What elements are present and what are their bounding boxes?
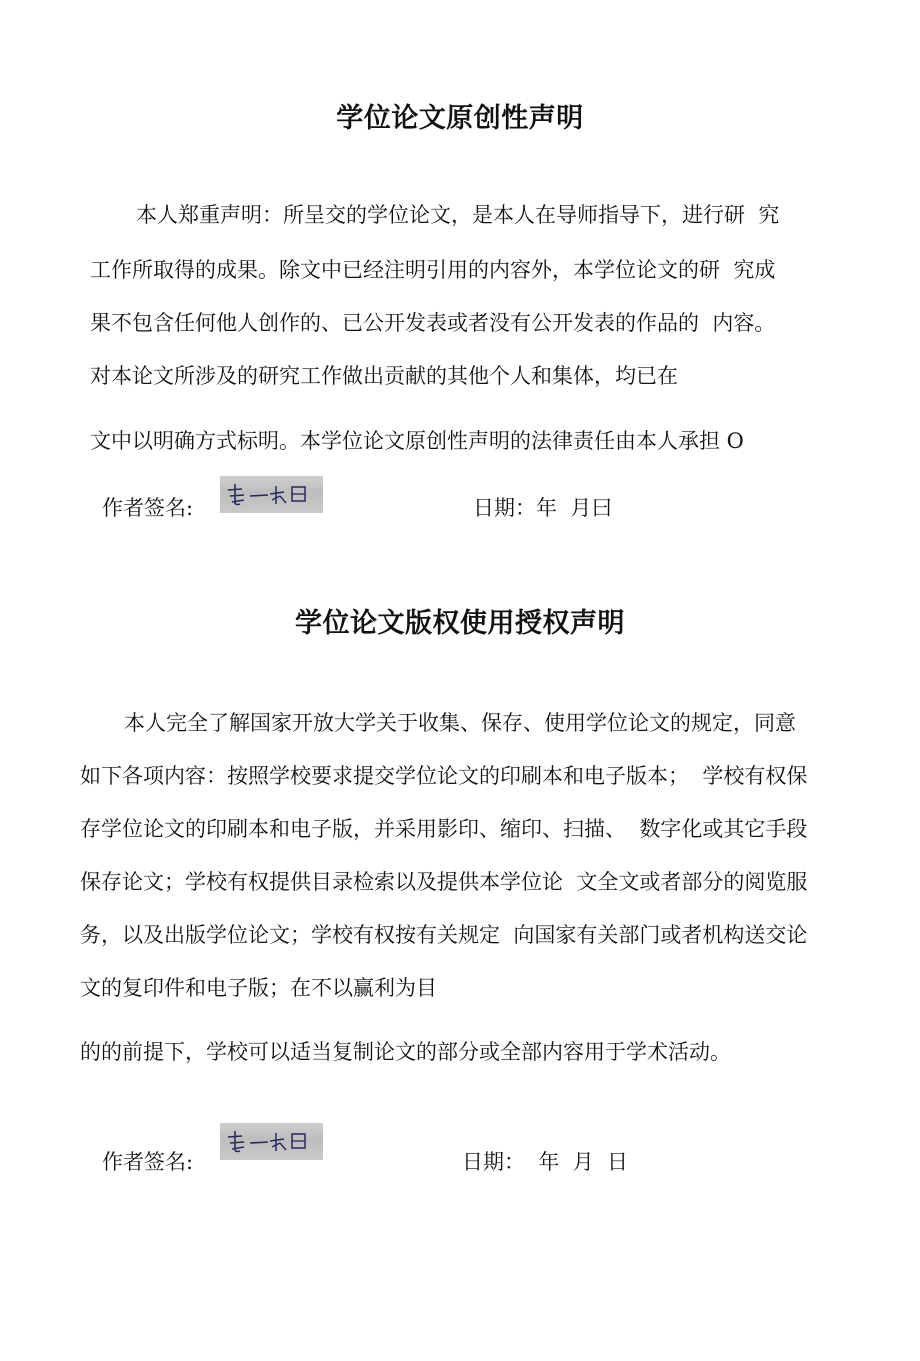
authorization-line-2: 如下各项内容：按照学校要求提交学位论文的印刷本和电子版本； 学校有权保 (80, 764, 808, 788)
signature-image (220, 476, 323, 513)
declaration-title: 学位论文原创性声明 (336, 103, 584, 134)
authorization-line-7: 的的前提下，学校可以适当复制论文的部分或全部内容用于学术活动。 (80, 1040, 731, 1064)
declaration-line-1: 本人郑重声明：所呈交的学位论文，是本人在导师指导下，进行研 究 (136, 203, 780, 227)
declaration-line-4: 对本论文所涉及的研究工作做出贡献的其他个人和集体，均已在 (90, 364, 678, 388)
signature-label: 作者签名: (102, 1150, 194, 1174)
authorization-line-5: 务，以及出版学位论文；学校有权按有关规定 向国家有关部门或者机构送交论 (80, 923, 808, 947)
declaration-line-5: 文中以明确方式标明。本学位论文原创性声明的法律责任由本人承担 O (90, 429, 744, 453)
authorization-line-3: 存学位论文的印刷本和电子版，并采用影印、缩印、扫描、 数字化或其它手段 (80, 817, 808, 841)
date-label: 日期：年 月曰 (473, 496, 613, 520)
date-label: 日期： 年 月 日 (462, 1150, 629, 1174)
declaration-line-2: 工作所取得的成果。除文中已经注明引用的内容外，本学位论文的研 究成 (90, 258, 776, 282)
authorization-line-1: 本人完全了解国家开放大学关于收集、保存、使用学位论文的规定，同意 (124, 711, 796, 735)
authorization-line-4: 保存论文；学校有权提供目录检索以及提供本学位论 文全文或者部分的阅览服 (80, 870, 808, 894)
handwritten-signature-icon (220, 1123, 323, 1160)
signature-label: 作者签名: (102, 496, 194, 520)
handwritten-signature-icon (220, 476, 323, 513)
authorization-title: 学位论文版权使用授权声明 (295, 608, 625, 639)
signature-image (220, 1123, 323, 1160)
authorization-line-6: 文的复印件和电子版；在不以赢利为目 (80, 976, 437, 1000)
declaration-line-3: 果不包含任何他人创作的、已公开发表或者没有公开发表的作品的 内容。 (90, 311, 776, 335)
